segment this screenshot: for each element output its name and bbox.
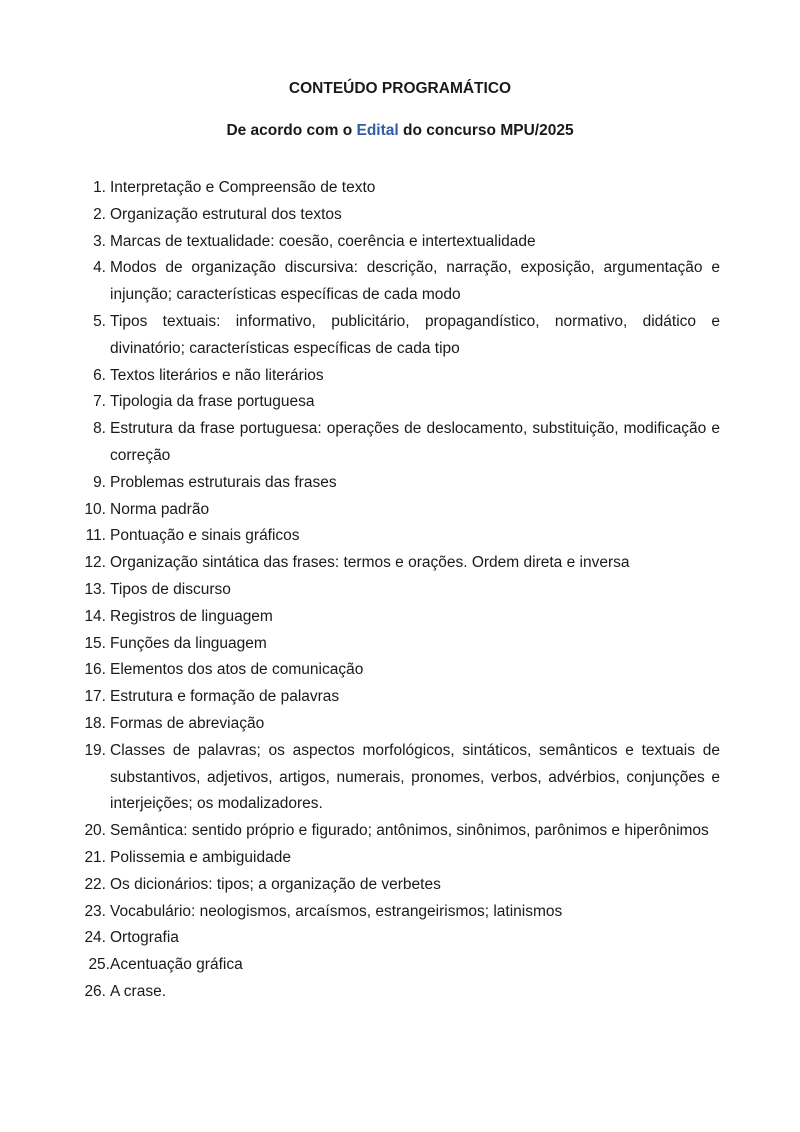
list-item-text: Funções da linguagem — [110, 634, 267, 652]
list-item-number: 9. — [93, 473, 106, 491]
list-item — [78, 818, 720, 845]
list-item-text: Interpretação e Compreensão de texto — [110, 179, 376, 196]
list-item — [78, 925, 720, 952]
list-item — [78, 175, 720, 202]
list-item-text: Classes de palavras; os aspectos morfológicos, sintáticos, semânticos e textuais de substantivos, adjetivos, artigos, numerais, pronomes, verbos, advérbios, conjunções e interjeições; os modalizadores. — [110, 741, 720, 813]
list-item — [78, 872, 720, 899]
list-item-text: Tipos textuais: informativo, publicitário, propagandístico, normativo, didático e divinatório; características específicas de cada tipo — [110, 312, 720, 357]
list-item-number: 23. — [84, 902, 106, 920]
list-item — [78, 202, 720, 229]
list-item-text: Estrutura da frase portuguesa: operações de deslocamento, substituição, modificação e correção — [110, 420, 720, 464]
edital-link[interactable]: Edital — [356, 122, 399, 139]
list-item-number: 8. — [93, 420, 106, 438]
list-item-number: 11. — [85, 527, 106, 545]
list-item-text: Organização sintática das frases: termos e orações. Ordem direta e inversa — [110, 554, 630, 572]
list-item-number: 15. — [84, 634, 106, 652]
list-item — [78, 577, 720, 604]
list-item-number: 25. — [88, 956, 110, 974]
list-item — [78, 604, 720, 631]
list-item — [78, 363, 720, 390]
list-item — [78, 497, 720, 524]
list-item-number: 17. — [84, 688, 106, 706]
subtitle-suffix: do concurso MPU/2025 — [403, 122, 574, 139]
list-item-number: 22. — [84, 875, 106, 893]
list-item-number: 3. — [93, 232, 106, 250]
list-item-number: 2. — [93, 205, 106, 223]
list-item-text: Estrutura e formação de palavras — [110, 688, 340, 706]
list-item-text: Acentuação gráfica — [110, 956, 243, 974]
list-item — [78, 470, 720, 497]
list-item-text: Tipos de discurso — [110, 580, 231, 598]
list-item-text: Elementos dos atos de comunicação — [110, 661, 364, 679]
list-item — [78, 979, 720, 1006]
list-item — [78, 684, 720, 711]
list-item — [78, 309, 720, 363]
list-item-number: 4. — [93, 259, 106, 277]
list-item-text: Polissemia e ambiguidade — [110, 848, 291, 866]
list-item — [78, 389, 720, 416]
subtitle-prefix: De acordo com o — [226, 122, 353, 139]
list-item-text: Organização estrutural dos textos — [110, 205, 342, 223]
list-item-number: 12. — [84, 554, 106, 572]
topic-list — [78, 175, 720, 1006]
list-item-text: Vocabulário: neologismos, arcaísmos, estrangeirismos; latinismos — [110, 902, 563, 920]
list-item-text: Semântica: sentido próprio e figurado; antônimos, sinônimos, parônimos e hiperônimos — [110, 822, 709, 840]
list-item-number: 14. — [84, 607, 106, 625]
list-item-text: Marcas de textualidade: coesão, coerência e intertextualidade — [110, 232, 536, 250]
list-item-number: 1. — [93, 179, 106, 196]
list-item-text: Problemas estruturais das frases — [110, 473, 337, 491]
list-item-number: 6. — [93, 366, 106, 384]
list-item — [78, 416, 720, 470]
list-item — [78, 952, 720, 979]
list-item-text: Modos de organização discursiva: descrição, narração, exposição, argumentação e injunção; características específicas de cada modo — [110, 259, 720, 304]
list-item-number: 16. — [84, 661, 106, 679]
list-item-text: Registros de linguagem — [110, 607, 273, 625]
list-item-text: Ortografia — [110, 929, 179, 947]
list-item-text: Os dicionários: tipos; a organização de verbetes — [110, 875, 441, 893]
list-item-text: A crase. — [110, 982, 166, 1000]
list-item-text: Tipologia da frase portuguesa — [110, 393, 315, 411]
list-item — [78, 550, 720, 577]
list-item-text: Textos literários e não literários — [110, 366, 324, 384]
page-title: CONTEÚDO PROGRAMÁTICO — [288, 80, 512, 97]
list-item-number: 19. — [84, 741, 106, 759]
list-item-number: 18. — [84, 714, 106, 732]
list-item-number: 21. — [84, 848, 106, 866]
list-item — [78, 657, 720, 684]
list-item-number: 7. — [93, 393, 106, 411]
list-item — [78, 845, 720, 872]
list-item-number: 5. — [93, 312, 106, 330]
list-item-number: 26. — [84, 982, 106, 1000]
list-item — [78, 255, 720, 309]
list-item-number: 20. — [84, 822, 106, 840]
list-item — [78, 229, 720, 256]
list-item-text: Pontuação e sinais gráficos — [110, 527, 300, 545]
list-item-text: Norma padrão — [110, 500, 210, 518]
page-subtitle — [0, 120, 800, 142]
list-item-number: 10. — [84, 500, 106, 518]
list-item — [78, 523, 720, 550]
list-item-text: Formas de abreviação — [110, 714, 265, 732]
list-item — [78, 899, 720, 926]
list-item-number: 13. — [84, 580, 106, 598]
list-item — [78, 631, 720, 658]
list-item-number: 24. — [84, 929, 106, 947]
list-item — [78, 738, 720, 818]
list-item — [78, 711, 720, 738]
